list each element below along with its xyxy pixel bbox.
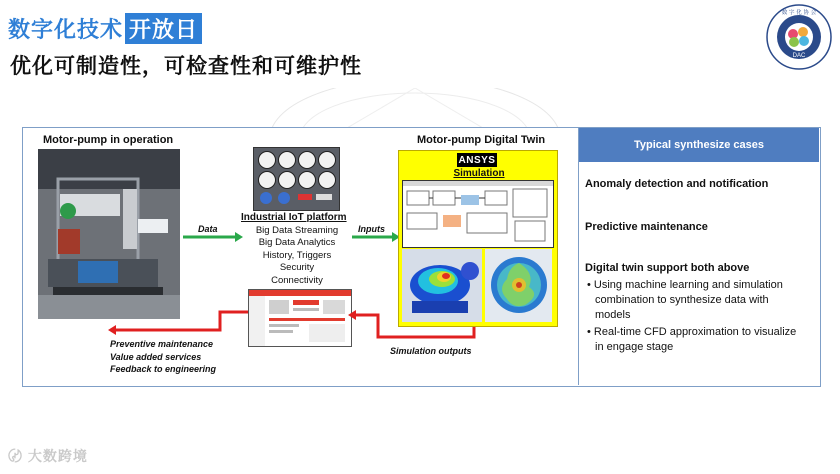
iot-platform-title: Industrial IoT platform [241, 212, 347, 223]
feedback-arrow [108, 310, 250, 334]
inputs-arrow [352, 232, 400, 242]
feedback-item: Preventive maintenance [110, 339, 214, 349]
case-anomaly-detection: Anomaly detection and notification [585, 178, 769, 190]
iot-item: Big Data Analytics [258, 237, 336, 249]
data-arrow [183, 232, 243, 242]
title-main: 数字化技术 [8, 16, 124, 42]
feedback-item: Feedback to engineering [110, 364, 217, 374]
slide-subtitle: 优化可制造性，可检查性和可维护性 [10, 55, 362, 78]
data-label: Data [198, 224, 218, 234]
iot-item: Connectivity [271, 274, 323, 286]
title-highlight: 开放日 [125, 13, 202, 44]
association-logo [766, 4, 832, 70]
logo-center-text: DAC [792, 53, 806, 59]
simulation-outputs-label: Simulation outputs [390, 346, 472, 356]
inputs-label: Inputs [358, 224, 385, 234]
bullet-ml-simulation: • Using machine learning and simulation combination to synthesize data with models [587, 279, 783, 321]
motor-thermal-simulation-image [402, 249, 482, 322]
motor-pump-photo [38, 149, 180, 319]
digital-twin-label: Motor-pump Digital Twin [417, 134, 546, 146]
logo-top-text: 数 字 化 协 会 [781, 10, 817, 16]
ansys-logo: ANSYS [458, 154, 496, 166]
simulation-label: Simulation [453, 168, 505, 179]
iot-item: Security [279, 262, 315, 274]
bullet-ml-simulation-text: Using machine learning and simulation combination to synthesize data with models [593, 279, 783, 321]
feedback-list [110, 338, 216, 376]
slide-title [8, 14, 202, 42]
motor-pump-label: Motor-pump in operation [43, 134, 174, 146]
cases-header: Typical synthesize cases [579, 128, 819, 162]
case-digital-twin: Digital twin support both above [585, 262, 750, 274]
monitoring-webapp-image [248, 289, 352, 347]
bullet-cfd: • Real-time CFD approximation to visualize in engage stage [587, 326, 797, 353]
iot-features-list [247, 225, 347, 287]
watermark [8, 446, 88, 466]
watermark-icon: 〄 [8, 448, 28, 464]
iot-item: Big Data Streaming [255, 225, 339, 236]
feedback-item: Value added services [110, 351, 202, 362]
iot-dashboard-image [253, 147, 340, 211]
watermark-text: 大数跨境 [27, 448, 88, 464]
bullet-cfd-text: Real-time CFD approximation to visualize in engage stage [593, 326, 797, 353]
iot-item: History, Triggers [262, 249, 332, 261]
pump-cfd-simulation-image [485, 249, 552, 322]
simulation-workflow-image [402, 180, 554, 248]
case-predictive-maintenance: Predictive maintenance [585, 221, 708, 233]
